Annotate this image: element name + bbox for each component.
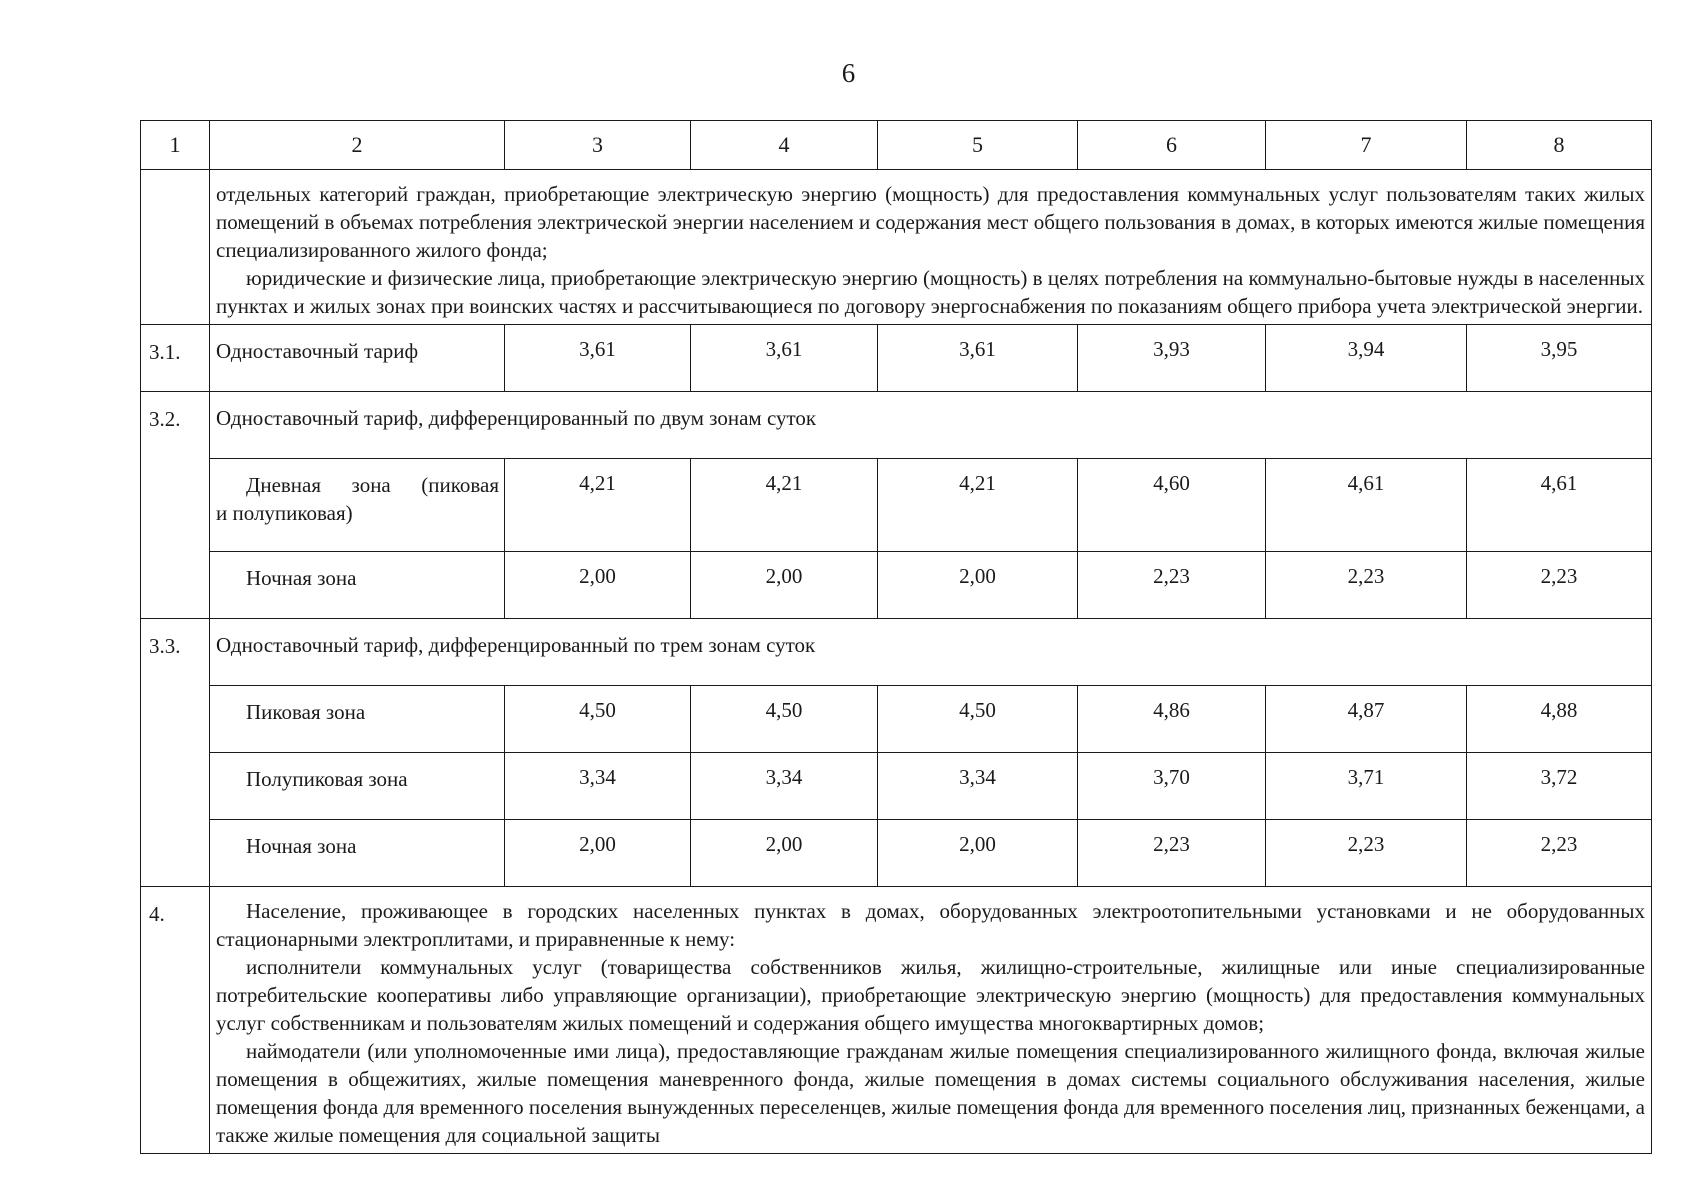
row-label: Одноставочный тариф, дифференцированный по двум зонам суток xyxy=(210,392,1652,459)
tariff-value: 2,23 xyxy=(1078,820,1266,887)
row-label: Одноставочный тариф, дифференцированный по трем зонам суток xyxy=(210,619,1652,686)
column-header: 3 xyxy=(505,121,691,170)
tariff-value: 3,34 xyxy=(878,753,1078,820)
column-header: 7 xyxy=(1266,121,1467,170)
tariff-value: 2,00 xyxy=(505,552,691,619)
page-number: 6 xyxy=(841,58,856,88)
row-label-line: Дневная зона (пиковая xyxy=(246,473,499,497)
tariff-value: 2,23 xyxy=(1266,552,1467,619)
tariff-value: 3,70 xyxy=(1078,753,1266,820)
tariff-value: 2,23 xyxy=(1467,820,1652,887)
tariff-value: 4,21 xyxy=(505,459,691,552)
tariff-value: 3,94 xyxy=(1266,325,1467,392)
tariff-value: 4,50 xyxy=(691,686,878,753)
table-row-3-3-semipeak xyxy=(141,753,1652,820)
tariff-value: 4,86 xyxy=(1078,686,1266,753)
continuation-row xyxy=(141,170,1652,325)
row-label: Пиковая зона xyxy=(210,686,505,753)
continuation-paragraph: юридические и физические лица, приобретающие электрическую энергию (мощность) в целях потребления на коммунально-бытовые нужды в населенных пунктах и жилых зонах при воинских частях и рассчитывающиеся по договору энергоснабжения по показаниям общего прибора учета электрической энергии. xyxy=(216,266,1645,318)
column-header: 4 xyxy=(691,121,878,170)
tariff-value: 3,71 xyxy=(1266,753,1467,820)
row-label: Одноставочный тариф xyxy=(210,325,505,392)
tariff-value: 4,60 xyxy=(1078,459,1266,552)
row-label: Полупиковая зона xyxy=(210,753,505,820)
tariff-value: 4,61 xyxy=(1467,459,1652,552)
tariff-value: 2,00 xyxy=(505,820,691,887)
row-4-paragraph: Население, проживающее в городских населенных пунктах в домах, оборудованных электроотопительными установками и не оборудованных стационарными электроплитами, и приравненные к нему: xyxy=(216,899,1645,951)
tariff-value: 3,61 xyxy=(505,325,691,392)
column-header: 6 xyxy=(1078,121,1266,170)
tariff-value: 2,00 xyxy=(691,820,878,887)
table-row-3-3-peak xyxy=(141,686,1652,753)
row-label: Ночная зона xyxy=(210,820,505,887)
tariff-value: 2,23 xyxy=(1266,820,1467,887)
table-row-3-1 xyxy=(141,325,1652,392)
continuation-text xyxy=(210,170,1652,325)
column-header: 2 xyxy=(210,121,505,170)
table-row-3-3-night xyxy=(141,820,1652,887)
tariff-value: 2,00 xyxy=(691,552,878,619)
continuation-paragraph: отдельных категорий граждан, приобретающие электрическую энергию (мощность) для предоставления коммунальных услуг пользователям таких жилых помещений в объемах потребления электрической энергии населением и содержания мест общего пользования в домах, в которых имеются жилые помещения специализированного жилого фонда; xyxy=(216,182,1645,262)
tariff-value: 3,61 xyxy=(878,325,1078,392)
tariff-value: 2,23 xyxy=(1467,552,1652,619)
column-number-row xyxy=(141,121,1652,170)
column-header: 8 xyxy=(1467,121,1652,170)
table-row-3-3 xyxy=(141,619,1652,686)
table-row-4 xyxy=(141,887,1652,1154)
tariff-value: 3,61 xyxy=(691,325,878,392)
row-label-line: и полупиковая) xyxy=(216,501,353,525)
row-4-paragraph: исполнители коммунальных услуг (товарищества собственников жилья, жилищно-строительные, жилищные или иные специализированные потребительские кооперативы либо управляющие организации), приобретающие электрическую энергию (мощность) для предоставления коммунальных услуг собственникам и пользователям жилых помещений и содержания общего имущества многоквартирных домов; xyxy=(216,955,1645,1035)
row-label: Ночная зона xyxy=(210,552,505,619)
tariff-value: 4,21 xyxy=(691,459,878,552)
tariff-value: 2,00 xyxy=(878,820,1078,887)
tariff-value: 4,88 xyxy=(1467,686,1652,753)
row-number-cell xyxy=(141,170,210,325)
tariff-value: 3,34 xyxy=(505,753,691,820)
tariff-value: 3,34 xyxy=(691,753,878,820)
tariff-value: 2,23 xyxy=(1078,552,1266,619)
row-number: 3.1. xyxy=(141,325,210,392)
tariff-value: 4,50 xyxy=(505,686,691,753)
tariff-value: 2,00 xyxy=(878,552,1078,619)
tariff-value: 4,87 xyxy=(1266,686,1467,753)
tariff-value: 4,61 xyxy=(1266,459,1467,552)
row-number: 3.3. xyxy=(141,619,210,887)
tariff-value: 3,72 xyxy=(1467,753,1652,820)
column-header: 5 xyxy=(878,121,1078,170)
table-row-3-2-night xyxy=(141,552,1652,619)
table-row-3-2-day xyxy=(141,459,1652,552)
tariff-value: 4,21 xyxy=(878,459,1078,552)
tariff-table xyxy=(140,120,1652,1154)
row-4-paragraph: наймодатели (или уполномоченные ими лица), предоставляющие гражданам жилые помещения специализированного жилищного фонда, включая жилые помещения в общежитиях, жилые помещения маневренного фонда, жилые помещения в домах системы социального обслуживания населения, жилые помещения фонда для временного поселения вынужденных переселенцев, жилые помещения фонда для временного поселения лиц, признанных беженцами, а также жилые помещения для социальной защиты xyxy=(216,1039,1645,1147)
tariff-value: 3,93 xyxy=(1078,325,1266,392)
tariff-value: 3,95 xyxy=(1467,325,1652,392)
tariff-value: 4,50 xyxy=(878,686,1078,753)
row-number: 3.2. xyxy=(141,392,210,619)
row-4-text xyxy=(210,887,1652,1154)
row-label xyxy=(210,459,505,552)
column-header: 1 xyxy=(141,121,210,170)
table-row-3-2 xyxy=(141,392,1652,459)
row-number: 4. xyxy=(141,887,210,1154)
